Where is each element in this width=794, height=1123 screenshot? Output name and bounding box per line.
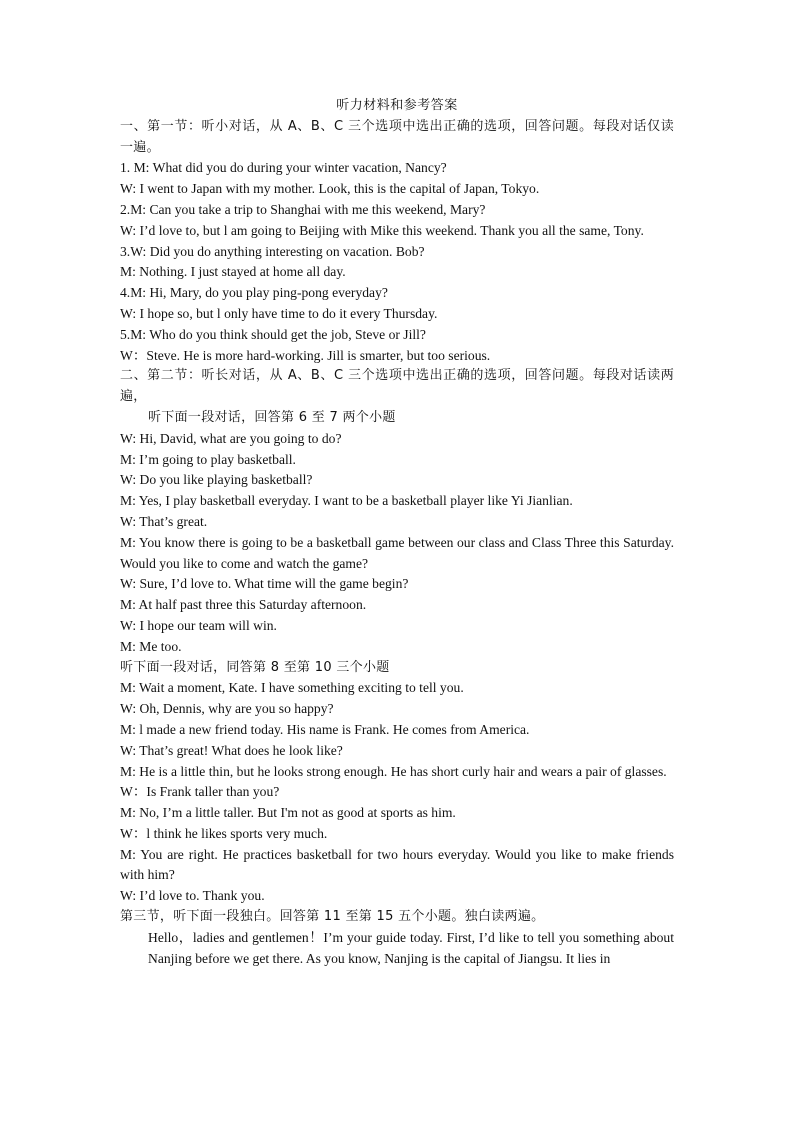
dialogue-line: W: I’d love to, but l am going to Beijing with Mike this weekend. Thank you all the same, Tony.: [120, 222, 644, 238]
page-title: 听力材料和参考答案: [336, 98, 458, 113]
dialogue-line: M: Yes, I play basketball everyday. I want to be a basketball player like Yi Jianlian.: [120, 493, 573, 509]
dialogue-line: 4.M: Hi, Mary, do you play ping-pong everyday?: [120, 285, 388, 301]
dialogue-line: M: I’m going to play basketball.: [120, 451, 296, 467]
part1-instruction: 听下面一段对话，回答第 6 至 7 两个小题: [148, 409, 396, 425]
dialogue-line: M: No, I’m a little taller. But I'm not as good at sports as him.: [120, 805, 456, 821]
dialogue-line: M: You are right. He practices basketball for two hours everyday. Would you like to make friends with him?: [120, 846, 674, 883]
dialogue-line: W: I hope so, but l only have time to do it every Thursday.: [120, 305, 438, 321]
monologue-text: Hello，ladies and gentlemen！I’m your guide today. First, I’d like to tell you something about Nanjing before we get there. As you know, Nanjing is the capital of Jiangsu. It lies in: [148, 929, 674, 966]
dialogue-line: W：Is Frank taller than you?: [120, 784, 280, 800]
section2-heading: 二、第二节：听长对话，从 A、B、C 三个选项中选出正确的选项，回答问题。每段对话读两遍，: [120, 368, 674, 405]
dialogue-line: W: Sure, I’d love to. What time will the game begin?: [120, 576, 409, 592]
dialogue-line: W: I went to Japan with my mother. Look, this is the capital of Japan, Tokyo.: [120, 181, 540, 197]
dialogue-line: W: Do you like playing basketball?: [120, 472, 313, 488]
dialogue-line: 1. M: What did you do during your winter vacation, Nancy?: [120, 160, 447, 176]
dialogue-line: M: Me too.: [120, 638, 182, 654]
dialogue-line: W：l think he likes sports very much.: [120, 825, 328, 841]
dialogue-line: M: He is a little thin, but he looks strong enough. He has short curly hair and wears a pair of glasses.: [120, 763, 667, 779]
dialogue-line: M: You know there is going to be a basketball game between our class and Class Three this Saturday. Would you like to come and watch the game?: [120, 534, 674, 571]
dialogue-line: 3.W: Did you do anything interesting on vacation. Bob?: [120, 243, 425, 259]
dialogue-line: W: Hi, David, what are you going to do?: [120, 430, 342, 446]
dialogue-line: M: Wait a moment, Kate. I have something exciting to tell you.: [120, 680, 464, 696]
dialogue-line: M: l made a new friend today. His name is Frank. He comes from America.: [120, 721, 530, 737]
dialogue-line: W: That’s great.: [120, 513, 208, 529]
dialogue-line: 2.M: Can you take a trip to Shanghai with me this weekend, Mary?: [120, 201, 486, 217]
part2-instruction: 听下面一段对话，同答第 8 至第 10 三个小题: [120, 659, 390, 675]
document-page: [120, 96, 674, 969]
dialogue-line: M: At half past three this Saturday afternoon.: [120, 597, 367, 613]
dialogue-line: W: I’d love to. Thank you.: [120, 888, 265, 904]
dialogue-line: W: That’s great! What does he look like?: [120, 742, 343, 758]
dialogue-line: 5.M: Who do you think should get the job, Steve or Jill?: [120, 326, 426, 342]
dialogue-line: W：Steve. He is more hard-working. Jill is smarter, but too serious.: [120, 347, 491, 363]
section3-heading: 第三节，听下面一段独白。回答第 11 至第 15 五个小题。独白读两遍。: [120, 909, 545, 925]
dialogue-line: M: Nothing. I just stayed at home all day.: [120, 264, 346, 280]
dialogue-line: W: Oh, Dennis, why are you so happy?: [120, 701, 334, 717]
dialogue-line: W: I hope our team will win.: [120, 617, 277, 633]
section1-heading: 一、第一节：听小对话，从 A、B、C 三个选项中选出正确的选项，回答问题。每段对话仅读一遍。: [120, 118, 674, 155]
